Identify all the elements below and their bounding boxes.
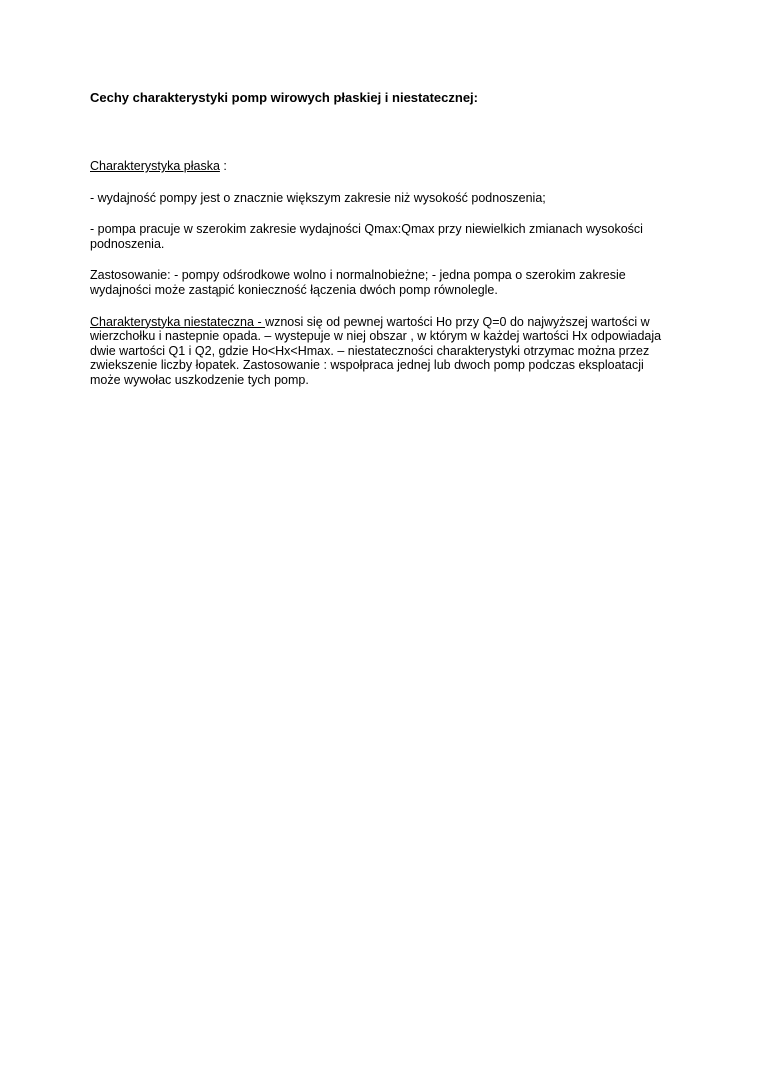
flat-characteristic-heading-suffix: : <box>219 159 227 173</box>
document-body <box>90 89 670 388</box>
flat-characteristic-heading: Charakterystyka płaska <box>90 159 220 173</box>
bullet-capacity-range: - wydajność pompy jest o znacznie większym zakresie niż wysokość podnoszenia; <box>90 190 546 205</box>
unstable-characteristic-heading: Charakterystyka niestateczna - <box>90 314 266 329</box>
unstable-characteristic-text: wznosi się od pewnej wartości Ho przy Q=0 do najwyższej wartości w wierzchołku i nastepnie opada. – wystepuje w niej obszar , w którym w każdej wartości Hx odpowiadaja dwie wartości Q1 i Q2, gdzie Ho<Hx<Hmax. – niestateczności charakterystyki otrzymac można przez zwiekszenie liczby łopatek. Zastosowanie : wspołpraca jednej lub dwoch pomp podczas eksploatacji może wywołac uszkodzenie tych pomp. <box>90 314 662 387</box>
flat-characteristic-heading-paragraph <box>90 159 670 174</box>
application-paragraph: Zastosowanie: - pompy odśrodkowe wolno i normalnobieżne; - jedna pompa o szerokim zakresie wydajności może zastąpić konieczność łączenia dwóch pomp równolegle. <box>90 268 626 297</box>
unstable-characteristic-paragraph <box>90 315 670 388</box>
document-title: Cechy charakterystyki pomp wirowych płaskiej i niestatecznej: <box>90 90 478 105</box>
bullet-wide-capacity-range: - pompa pracuje w szerokim zakresie wydajności Qmax:Qmax przy niewielkich zmianach wysokości podnoszenia. <box>90 222 643 251</box>
